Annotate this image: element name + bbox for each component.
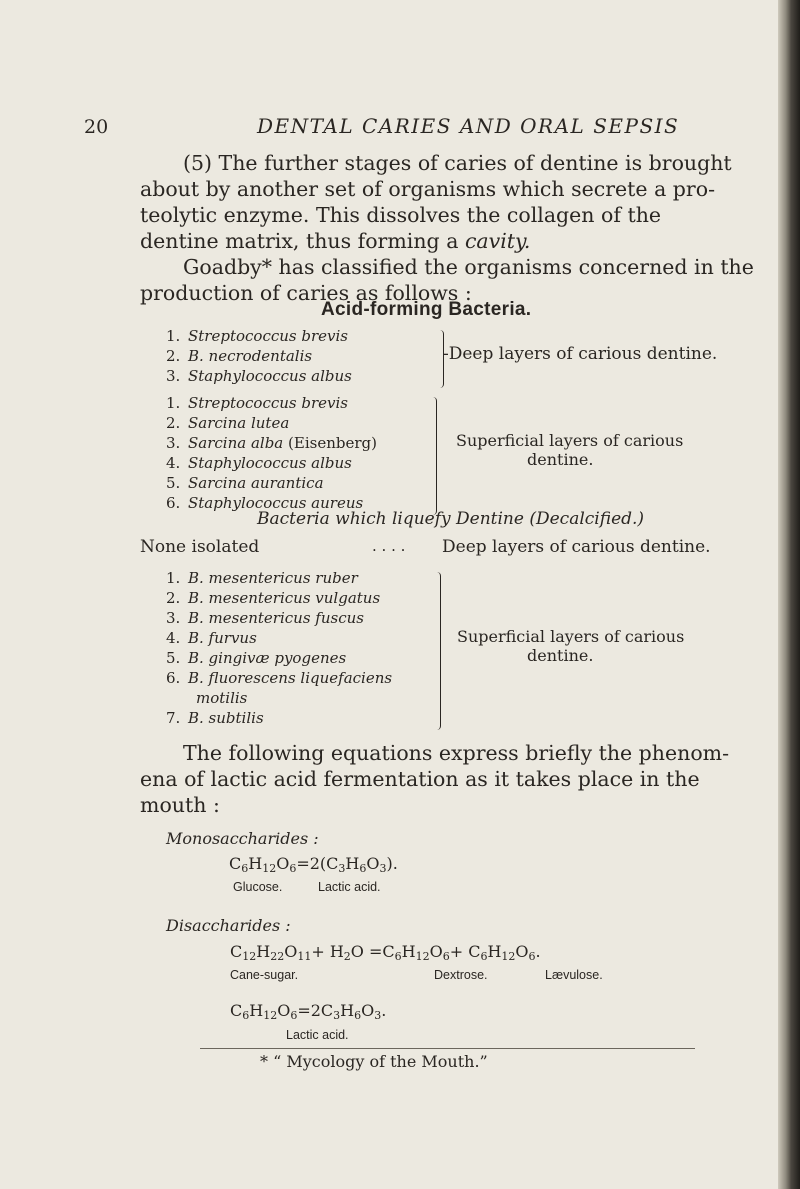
brace-liquefy xyxy=(434,572,441,730)
none-isolated: None isolated xyxy=(140,537,260,557)
caption-dextrose: Dextrose. xyxy=(434,968,488,982)
equation-lactic: $C_6H_{12}O_6=2C_3H_6O_3$. xyxy=(230,1001,387,1022)
list-item: 5. B. gingivæ pyogenes xyxy=(166,649,347,667)
caption-laevulose: Lævulose. xyxy=(545,968,603,982)
list-item: 3. Sarcina alba (Eisenberg) xyxy=(166,434,377,452)
footnote: * “ Mycology of the Mouth.” xyxy=(260,1052,488,1071)
acid-superficial-note-1: Superficial layers of carious xyxy=(456,431,684,450)
caption-cane-sugar: Cane-sugar. xyxy=(230,968,299,982)
brace-acid-superficial xyxy=(430,397,437,515)
list-item: 2. B. necrodentalis xyxy=(166,347,313,365)
liquefy-note-1: Superficial layers of carious xyxy=(457,627,685,646)
list-item: 1. B. mesentericus ruber xyxy=(166,569,358,587)
none-note: Deep layers of carious dentine. xyxy=(442,537,711,557)
liquefy-note-2: dentine. xyxy=(527,646,594,665)
acid-superficial-list xyxy=(166,393,377,513)
intro-line-3: teolytic enzyme. This dissolves the collagen of the xyxy=(140,203,662,227)
list-item: motilis xyxy=(196,689,248,707)
list-item: 3. Staphylococcus albus xyxy=(166,367,352,385)
acid-deep-list xyxy=(166,326,352,386)
list-item: 1. Streptococcus brevis xyxy=(166,327,348,345)
monosaccharides-heading: Monosaccharides : xyxy=(166,829,319,848)
liquefy-list xyxy=(166,568,392,728)
equation-disaccharide: $C_{12}H_{22}O_{11}+ H_2O =C_6H_{12}O_6+ C_6H_{12}O_6$. xyxy=(230,942,541,963)
intro-cavity: cavity. xyxy=(464,229,531,253)
list-item: 4. B. furvus xyxy=(166,629,257,647)
list-item: 4. Staphylococcus albus xyxy=(166,454,352,472)
liquefy-heading: Bacteria which liquefy Dentine (Decalcified.) xyxy=(257,509,645,529)
disaccharides-heading: Disaccharides : xyxy=(166,916,291,935)
list-item: 5. Sarcina aurantica xyxy=(166,474,324,492)
list-item: 2. B. mesentericus vulgatus xyxy=(166,589,381,607)
footnote-rule xyxy=(200,1048,695,1049)
intro-line-6: production of caries as follows : xyxy=(140,281,472,305)
equations-line-1: The following equations express briefly the phenom- xyxy=(183,741,730,765)
equations-line-3: mouth : xyxy=(140,793,220,817)
equations-line-2: ena of lactic acid fermentation as it takes place in the xyxy=(140,767,700,791)
caption-lactic-acid-1: Lactic acid. xyxy=(318,880,381,894)
list-item: 6. B. fluorescens liquefaciens xyxy=(166,669,393,687)
intro-line-2: about by another set of organisms which secrete a pro- xyxy=(140,177,716,201)
intro-line-1: (5) The further stages of caries of dentine is brought xyxy=(183,151,732,175)
list-item: 1. Streptococcus brevis xyxy=(166,394,348,412)
caption-glucose: Glucose. xyxy=(233,880,283,894)
acid-forming-heading: Acid-forming Bacteria. xyxy=(321,299,532,320)
caption-lactic-acid-2: Lactic acid. xyxy=(286,1028,349,1042)
intro-line-4 xyxy=(140,228,530,254)
list-item: 6. Staphylococcus aureus xyxy=(166,494,364,512)
book-spine-edge xyxy=(778,0,800,1189)
equation-monosaccharide: $C_6H_{12}O_6=2(C_3H_6O_3)$. xyxy=(229,854,398,875)
acid-deep-note: -Deep layers of carious dentine. xyxy=(443,344,718,364)
list-item: 7. B. subtilis xyxy=(166,709,264,727)
page-number: 20 xyxy=(84,116,109,138)
list-item: 2. Sarcina lutea xyxy=(166,414,290,432)
acid-superficial-note-2: dentine. xyxy=(527,450,594,469)
list-item: 3. B. mesentericus fuscus xyxy=(166,609,364,627)
running-head: DENTAL CARIES AND ORAL SEPSIS xyxy=(257,114,680,138)
intro-line-4-text: dentine matrix, thus forming a xyxy=(140,229,465,253)
intro-line-5: Goadby* has classified the organisms concerned in the xyxy=(183,255,754,279)
none-dots: . . . . xyxy=(372,537,406,555)
